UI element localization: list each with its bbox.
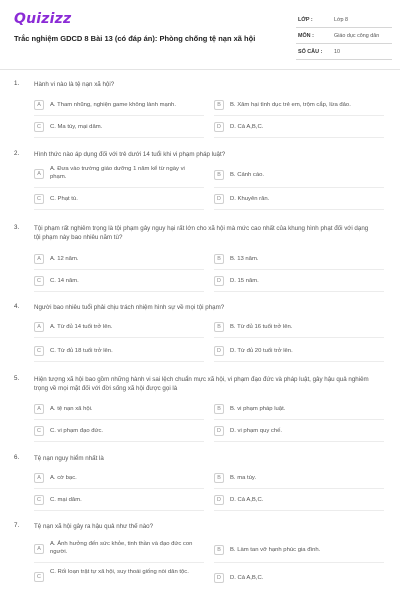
meta-value: Giáo dục công dân <box>334 33 380 39</box>
option-b[interactable] <box>214 401 384 417</box>
option-c[interactable] <box>34 568 204 588</box>
option-letter: D <box>214 573 224 583</box>
option-letter: A <box>34 254 44 264</box>
question-text: Tệ nạn xã hội gây ra hậu quả như thế nào? <box>34 523 154 530</box>
option-text: D. 15 năm. <box>230 278 259 284</box>
option-d[interactable] <box>214 273 384 289</box>
question-text: Tệ nạn nguy hiểm nhất là <box>34 455 104 462</box>
option-divider <box>214 337 384 338</box>
option-text: B. Xâm hại tình dục trẻ em, trộm cắp, lừa đảo. <box>230 102 351 108</box>
option-letter: D <box>214 495 224 505</box>
option-letter: C <box>34 572 44 582</box>
option-text: C. Rối loạn trật tự xã hội, suy thoái giống nòi dân tộc. <box>50 569 189 575</box>
option-letter: B <box>214 404 224 414</box>
option-text: A. 12 năm. <box>50 256 79 262</box>
option-divider <box>214 562 384 563</box>
option-text: D. Cả A,B,C. <box>230 497 264 503</box>
option-letter: B <box>214 170 224 180</box>
option-letter: B <box>214 473 224 483</box>
option-letter: A <box>34 473 44 483</box>
question-number: 1. <box>14 80 20 87</box>
option-text: B. ma túy. <box>230 475 257 481</box>
option-divider <box>34 115 204 116</box>
option-letter: B <box>214 100 224 110</box>
question-number: 3. <box>14 224 20 231</box>
meta-key: SỐ CÂU : <box>298 49 323 55</box>
option-divider <box>214 510 384 511</box>
option-text: A. tệ nạn xã hội. <box>50 406 93 412</box>
option-text: C. Phạt tù. <box>50 196 78 202</box>
option-d[interactable] <box>214 343 384 359</box>
option-d[interactable] <box>214 423 384 439</box>
meta-row-subject <box>296 28 392 44</box>
header-divider <box>0 69 400 70</box>
option-letter: A <box>34 404 44 414</box>
option-b[interactable] <box>214 251 384 267</box>
meta-key: LỚP : <box>298 17 313 23</box>
question-text: Người bao nhiêu tuổi phải chịu trách nhiệm hình sự về mọi tội phạm? <box>34 304 225 311</box>
question-text: Hình thức nào áp dụng đối với trẻ dưới 14 tuổi khi vi phạm pháp luật? <box>34 151 226 158</box>
option-b[interactable] <box>214 470 384 486</box>
option-text: C. vi phạm đạo đức. <box>50 428 104 434</box>
option-text: A. Tham nhũng, nghiện game không lành mạnh. <box>50 102 176 108</box>
option-divider <box>34 291 204 292</box>
option-text: D. Cả A,B,C. <box>230 575 264 581</box>
option-b[interactable] <box>214 319 384 335</box>
option-text: B. vi phạm pháp luật. <box>230 406 286 412</box>
option-divider <box>34 441 204 442</box>
option-a[interactable] <box>34 165 204 185</box>
option-letter: C <box>34 495 44 505</box>
option-divider <box>214 419 384 420</box>
meta-table <box>296 12 392 60</box>
option-text: C. 14 năm. <box>50 278 79 284</box>
option-divider <box>214 441 384 442</box>
option-d[interactable] <box>214 119 384 135</box>
option-divider <box>214 137 384 138</box>
option-c[interactable] <box>34 423 204 439</box>
option-divider <box>34 361 204 362</box>
option-text: B. Từ đủ 16 tuổi trở lên. <box>230 324 293 330</box>
question-number: 4. <box>14 303 20 310</box>
option-letter: A <box>34 544 44 554</box>
meta-row-class <box>296 12 392 28</box>
option-letter: A <box>34 100 44 110</box>
option-text: D. Từ đủ 20 tuổi trở lên. <box>230 348 293 354</box>
option-divider <box>34 209 204 210</box>
option-divider <box>34 510 204 511</box>
question-number: 5. <box>14 375 20 382</box>
option-text: C. Từ đủ 18 tuổi trở lên. <box>50 348 113 354</box>
question-number: 2. <box>14 150 20 157</box>
option-divider <box>34 488 204 489</box>
option-c[interactable] <box>34 119 204 135</box>
option-text: A. Từ đủ 14 tuổi trở lên. <box>50 324 113 330</box>
option-d[interactable] <box>214 492 384 508</box>
option-text: B. Làm tan vỡ hạnh phúc gia đình. <box>230 547 321 553</box>
option-text: A. Đưa vào trường giáo dưỡng 1 năm kể từ ngày vi phạm. <box>50 166 185 180</box>
option-a[interactable] <box>34 319 204 335</box>
option-divider <box>34 137 204 138</box>
option-letter: A <box>34 169 44 179</box>
option-d[interactable] <box>214 570 384 586</box>
option-b[interactable] <box>214 542 384 558</box>
option-divider <box>214 209 384 210</box>
option-a[interactable] <box>34 470 204 486</box>
option-divider <box>214 269 384 270</box>
option-letter: C <box>34 426 44 436</box>
question-number: 7. <box>14 522 20 529</box>
meta-value: 10 <box>334 49 340 55</box>
option-letter: C <box>34 194 44 204</box>
option-a[interactable] <box>34 401 204 417</box>
question-text: Tội phạm rất nghiêm trọng là tội phạm gây nguy hại rất lớn cho xã hội mà mức cao nhất của khung hình phạt đối với dạng tội phạm này bao nhiêu năm tù? <box>34 225 369 241</box>
option-text: D. vi phạm quy chế. <box>230 428 283 434</box>
option-a[interactable] <box>34 97 204 113</box>
logo-text: Quizizz <box>14 10 72 27</box>
meta-row-count <box>296 44 392 60</box>
option-letter: D <box>214 346 224 356</box>
option-b[interactable] <box>214 97 384 113</box>
option-text: B. 13 năm. <box>230 256 259 262</box>
option-divider <box>34 562 204 563</box>
option-letter: B <box>214 254 224 264</box>
option-text: D. Khuyên răn. <box>230 196 270 202</box>
option-divider <box>34 187 204 188</box>
option-letter: C <box>34 122 44 132</box>
question-text: Hiện tượng xã hội bao gồm những hành vi sai lệch chuẩn mực xã hội, vi phạm đạo đức và pháp luật, gây hậu quả nghiêm trọng về mọi mặt đối với đời sống xã hội được gọi là <box>34 376 369 392</box>
option-divider <box>34 337 204 338</box>
option-letter: D <box>214 122 224 132</box>
question-text: Hành vi nào là tệ nạn xã hội? <box>34 81 115 88</box>
option-b[interactable] <box>214 167 384 183</box>
option-a[interactable] <box>34 540 204 560</box>
option-divider <box>214 187 384 188</box>
option-divider <box>214 115 384 116</box>
option-divider <box>214 291 384 292</box>
option-d[interactable] <box>214 191 384 207</box>
option-c[interactable] <box>34 492 204 508</box>
meta-key: MÔN : <box>298 33 314 39</box>
option-a[interactable] <box>34 251 204 267</box>
option-letter: C <box>34 346 44 356</box>
meta-value: Lớp 8 <box>334 17 349 23</box>
option-divider <box>34 269 204 270</box>
option-c[interactable] <box>34 191 204 207</box>
option-letter: B <box>214 545 224 555</box>
option-letter: A <box>34 322 44 332</box>
quizizz-logo <box>14 10 71 27</box>
option-letter: D <box>214 426 224 436</box>
question-number: 6. <box>14 454 20 461</box>
option-divider <box>34 419 204 420</box>
option-text: C. Ma túy, mại dâm. <box>50 124 103 130</box>
option-divider <box>214 488 384 489</box>
option-letter: D <box>214 276 224 286</box>
option-letter: D <box>214 194 224 204</box>
option-text: B. Cảnh cáo. <box>230 172 265 178</box>
document-title: Trắc nghiệm GDCD 8 Bài 13 (có đáp án): Phòng chống tệ nạn xã hội <box>14 34 256 43</box>
option-divider <box>214 361 384 362</box>
option-c[interactable] <box>34 343 204 359</box>
option-letter: C <box>34 276 44 286</box>
option-c[interactable] <box>34 273 204 289</box>
option-letter: B <box>214 322 224 332</box>
option-text: A. Ảnh hưởng đến sức khỏe, tinh thần và đạo đức con người. <box>50 541 193 555</box>
option-text: C. mại dâm. <box>50 497 82 503</box>
option-text: D. Cả A,B,C. <box>230 124 264 130</box>
page-header <box>0 0 400 66</box>
option-text: A. cờ bạc. <box>50 475 77 481</box>
